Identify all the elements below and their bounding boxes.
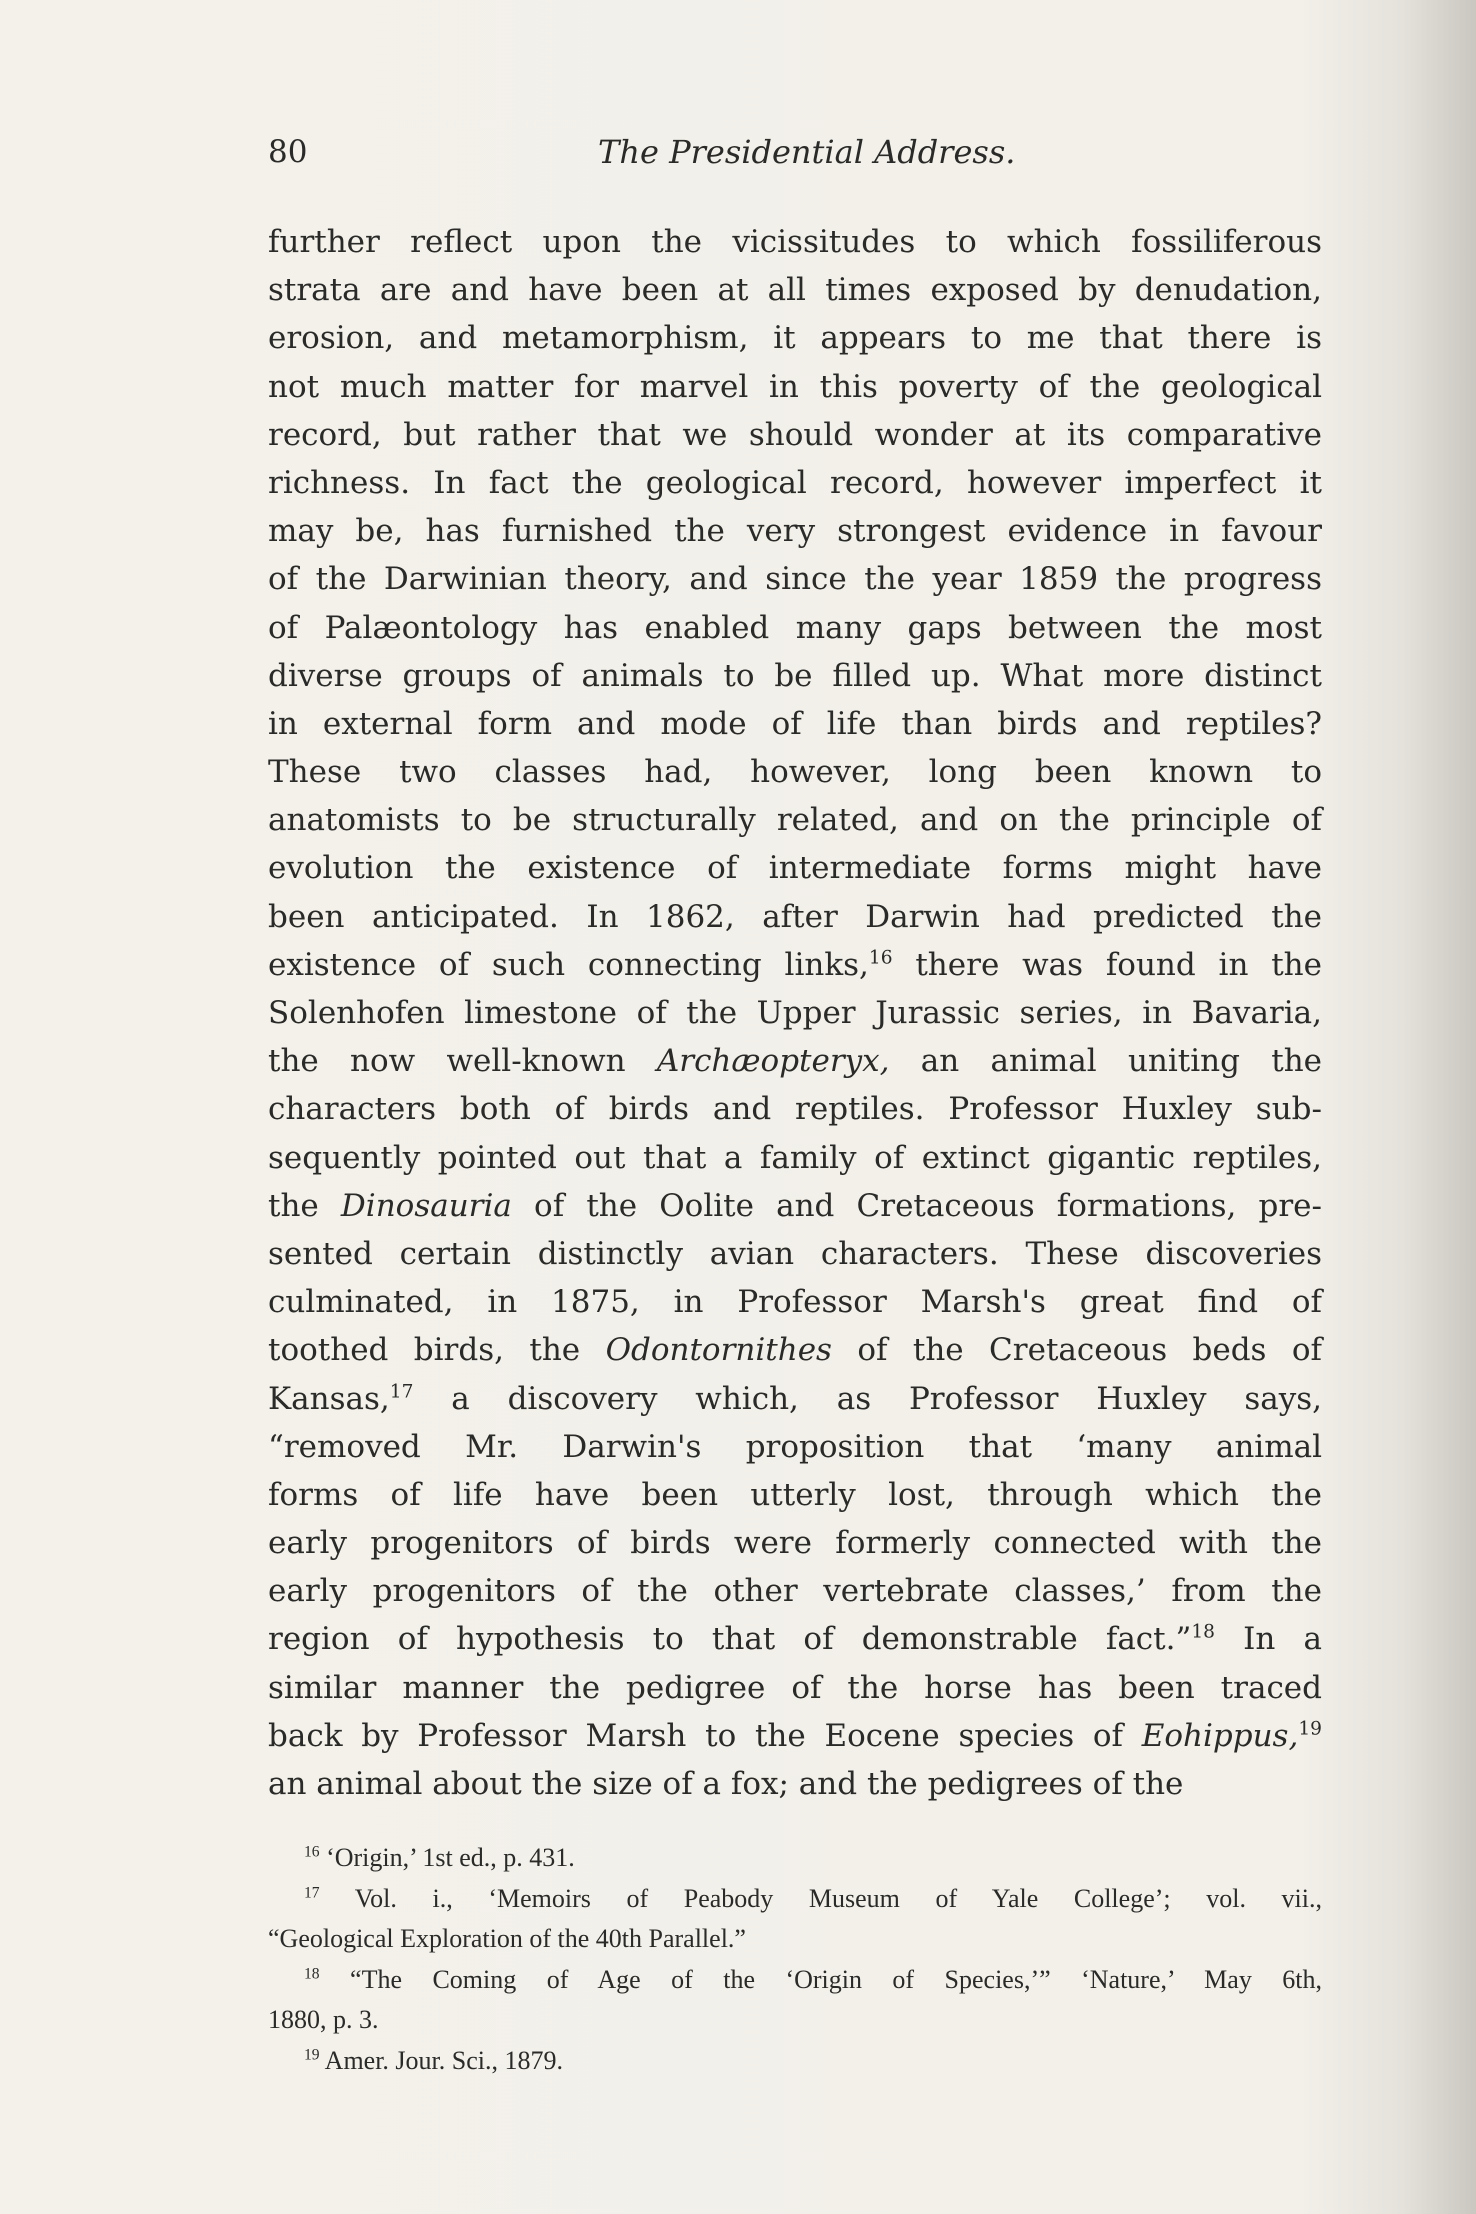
- text-line: sequently pointed out that a family of extinct gigantic reptiles,: [268, 1139, 1322, 1176]
- text-line: characters both of birds and reptiles. Professor Huxley sub-: [268, 1091, 1322, 1128]
- page-number: 80: [268, 134, 308, 170]
- text-line: early progenitors of the other vertebrate classes,’ from the: [268, 1573, 1322, 1610]
- text-line: in external form and mode of life than birds and reptiles?: [268, 705, 1322, 742]
- text-line: of Palæontology has enabled many gaps between the most: [268, 609, 1322, 646]
- text-line: early progenitors of birds were formerly connected with the: [268, 1525, 1322, 1562]
- text-run: an animal uniting the: [889, 1043, 1323, 1080]
- text-line: diverse groups of animals to be filled up. What more distinct: [268, 657, 1322, 694]
- footnote-line: [268, 1960, 1322, 2001]
- text-line: not much matter for marvel in this poverty of the geological: [268, 368, 1322, 405]
- footnote-marker: 19: [304, 2045, 320, 2063]
- text-line: further reflect upon the vicissitudes to which fossiliferous: [268, 224, 1322, 260]
- text-line: [268, 1326, 1322, 1374]
- text-line: similar manner the pedigree of the horse has been traced: [268, 1669, 1322, 1706]
- footnote-text: Amer. Jour. Sci., 1879.: [324, 2045, 564, 2075]
- text-run: the now well-known: [268, 1043, 657, 1080]
- italic-term: Eohippus,: [1141, 1717, 1299, 1754]
- text-line: record, but rather that we should wonder at its comparative: [268, 416, 1322, 453]
- text-line: erosion, and metamorphism, it appears to me that there is: [268, 320, 1322, 357]
- text-line: strata are and have been at all times exposed by denudation,: [268, 272, 1322, 309]
- text-line: [268, 1615, 1322, 1663]
- text-run: a discovery which, as Professor Huxley says,: [413, 1380, 1322, 1417]
- footnote-text: “The Coming of Age of the ‘Origin of Species,’” ‘Nature,’ May 6th,: [350, 1964, 1322, 1994]
- text-run: In a: [1215, 1621, 1322, 1658]
- footnote-text: ‘Origin,’ 1st ed., p. 431.: [326, 1843, 575, 1872]
- text-line: [268, 1375, 1322, 1423]
- text-line: of the Darwinian theory, and since the year 1859 the progress: [268, 561, 1322, 598]
- footnote-marker: 16: [304, 1843, 320, 1861]
- text-run: of the Cretaceous beds of: [831, 1332, 1323, 1369]
- text-line: been anticipated. In 1862, after Darwin had predicted the: [268, 898, 1322, 935]
- footnote-marker: 17: [304, 1883, 320, 1901]
- text-run: of the Oolite and Cretaceous formations, pre-: [511, 1187, 1322, 1224]
- page-header: [268, 132, 1321, 178]
- footnote-reference: 18: [1191, 1622, 1215, 1644]
- text-line: sented certain distinctly avian characters. These discoveries: [268, 1235, 1322, 1272]
- footnote-text: Vol. i., ‘Memoirs of Peabody Museum of Yale College’; vol. vii.,: [354, 1883, 1323, 1913]
- footnote-line: [268, 1838, 1322, 1879]
- italic-term: Odontornithes: [605, 1332, 832, 1369]
- text-line: culminated, in 1875, in Professor Marsh's great find of: [268, 1284, 1322, 1321]
- text-line: “removed Mr. Darwin's proposition that ‘many animal: [268, 1428, 1322, 1465]
- text-line: Solenhofen limestone of the Upper Jurassic series, in Bavaria,: [268, 995, 1322, 1031]
- text-line: These two classes had, however, long been known to: [268, 754, 1322, 791]
- text-line: [268, 1712, 1322, 1760]
- footnote-reference: 16: [868, 947, 893, 969]
- text-line: evolution the existence of intermediate forms might have: [268, 850, 1322, 887]
- text-line: [268, 1037, 1322, 1085]
- text-run: there was found in the: [892, 946, 1322, 983]
- text-run: back by Professor Marsh to the Eocene species of: [268, 1717, 1142, 1754]
- text-line: may be, has furnished the very strongest evidence in favour: [268, 513, 1322, 550]
- footnote-marker: 18: [304, 1964, 320, 1982]
- text-run: toothed birds, the: [268, 1332, 606, 1369]
- text-line: forms of life have been utterly lost, through which the: [268, 1476, 1322, 1513]
- body-text: [268, 218, 1322, 1808]
- footnote-line: [268, 1879, 1322, 1920]
- footnote-text: “Geological Exploration of the 40th Parallel.”: [268, 1924, 746, 1953]
- footnote-reference: 19: [1298, 1718, 1322, 1740]
- text-line: an animal about the size of a fox; and the pedigrees of the: [268, 1766, 1184, 1802]
- footnote-line: [268, 1919, 1322, 1960]
- italic-term: Dinosauria: [340, 1187, 512, 1224]
- text-line: anatomists to be structurally related, and on the principle of: [268, 802, 1322, 839]
- text-run: existence of such connecting links,: [268, 946, 869, 983]
- text-run: the: [268, 1187, 341, 1224]
- italic-term: Archæopteryx,: [656, 1043, 890, 1080]
- footnote-line: [268, 2041, 1322, 2082]
- text-line: [268, 941, 1322, 989]
- text-line: richness. In fact the geological record, however imperfect it: [268, 464, 1322, 501]
- text-line: [268, 1182, 1322, 1230]
- text-run: Kansas,: [268, 1380, 390, 1417]
- footnote-line: [268, 2000, 1322, 2041]
- footnotes: [268, 1838, 1322, 2081]
- footnote-text: 1880, p. 3.: [268, 2005, 379, 2034]
- footnote-reference: 17: [389, 1381, 414, 1403]
- text-run: region of hypothesis to that of demonstrable fact.”: [268, 1621, 1192, 1658]
- running-title: The Presidential Address.: [598, 133, 1016, 171]
